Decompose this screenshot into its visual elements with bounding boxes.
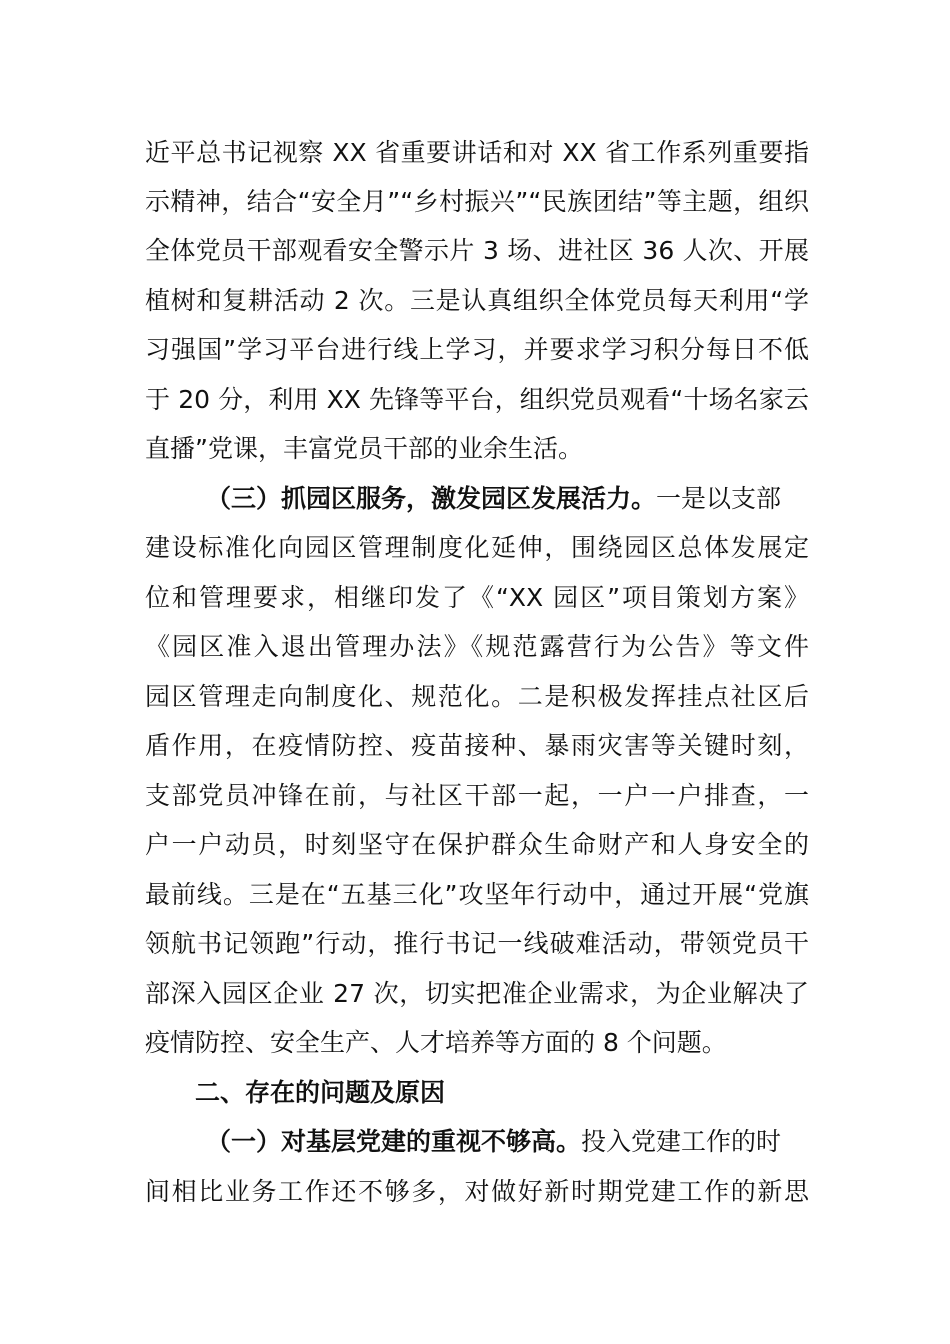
paragraph-line: 位和管理要求，相继印发了《“XX 园区”项目策划方案》 [145,583,809,612]
section-heading: 二、存在的问题及原因 [195,1078,446,1107]
subsection-heading: （三）抓园区服务，激发园区发展活力。 [206,484,657,513]
subsection-first-line [206,1120,809,1164]
paragraph-line: 盾作用，在疫情防控、疫苗接种、暴雨灾害等关键时刻， [145,731,809,760]
subsection-first-line [206,477,809,521]
paragraph-line: 间相比业务工作还不够多，对做好新时期党建工作的新思 [145,1177,809,1206]
paragraph-line: 领航书记领跑”行动，推行书记一线破难活动，带领党员干 [145,929,809,958]
paragraph-line: 支部党员冲锋在前，与社区干部一起，一户一户排查，一 [145,781,809,810]
paragraph-line: 《园区准入退出管理办法》《规范露营行为公告》等文件 [145,632,809,661]
paragraph-line: 最前线。三是在“五基三化”攻坚年行动中，通过开展“党旗 [145,880,809,909]
paragraph-line: 近平总书记视察 XX 省重要讲话和对 XX 省工作系列重要指 [145,138,809,167]
paragraph-line: 全体党员干部观看安全警示片 3 场、进社区 36 人次、开展 [145,236,809,265]
paragraph-line: 习强国”学习平台进行线上学习，并要求学习积分每日不低 [145,335,809,364]
paragraph-line: 建设标准化向园区管理制度化延伸，围绕园区总体发展定 [145,533,809,562]
paragraph-line: 直播”党课，丰富党员干部的业余生活。 [145,434,583,463]
paragraph-text: 一是以支部 [656,484,782,513]
paragraph-line: 户一户动员，时刻坚守在保护群众生命财产和人身安全的 [145,830,809,859]
paragraph-line: 于 20 分，利用 XX 先锋等平台，组织党员观看“十场名家云 [145,385,809,414]
paragraph-line: 植树和复耕活动 2 次。三是认真组织全体党员每天利用“学 [145,286,809,315]
paragraph-line: 部深入园区企业 27 次，切实把准企业需求，为企业解决了 [145,979,809,1008]
subsection-heading: （一）对基层党建的重视不够高。 [206,1127,582,1156]
paragraph-line: 园区管理走向制度化、规范化。二是积极发挥挂点社区后 [145,682,809,711]
paragraph-text: 投入党建工作的时 [581,1127,782,1156]
paragraph-line: 疫情防控、安全生产、人才培养等方面的 8 个问题。 [145,1028,727,1057]
paragraph-line: 示精神，结合“安全月”“乡村振兴”“民族团结”等主题，组织 [145,187,809,216]
